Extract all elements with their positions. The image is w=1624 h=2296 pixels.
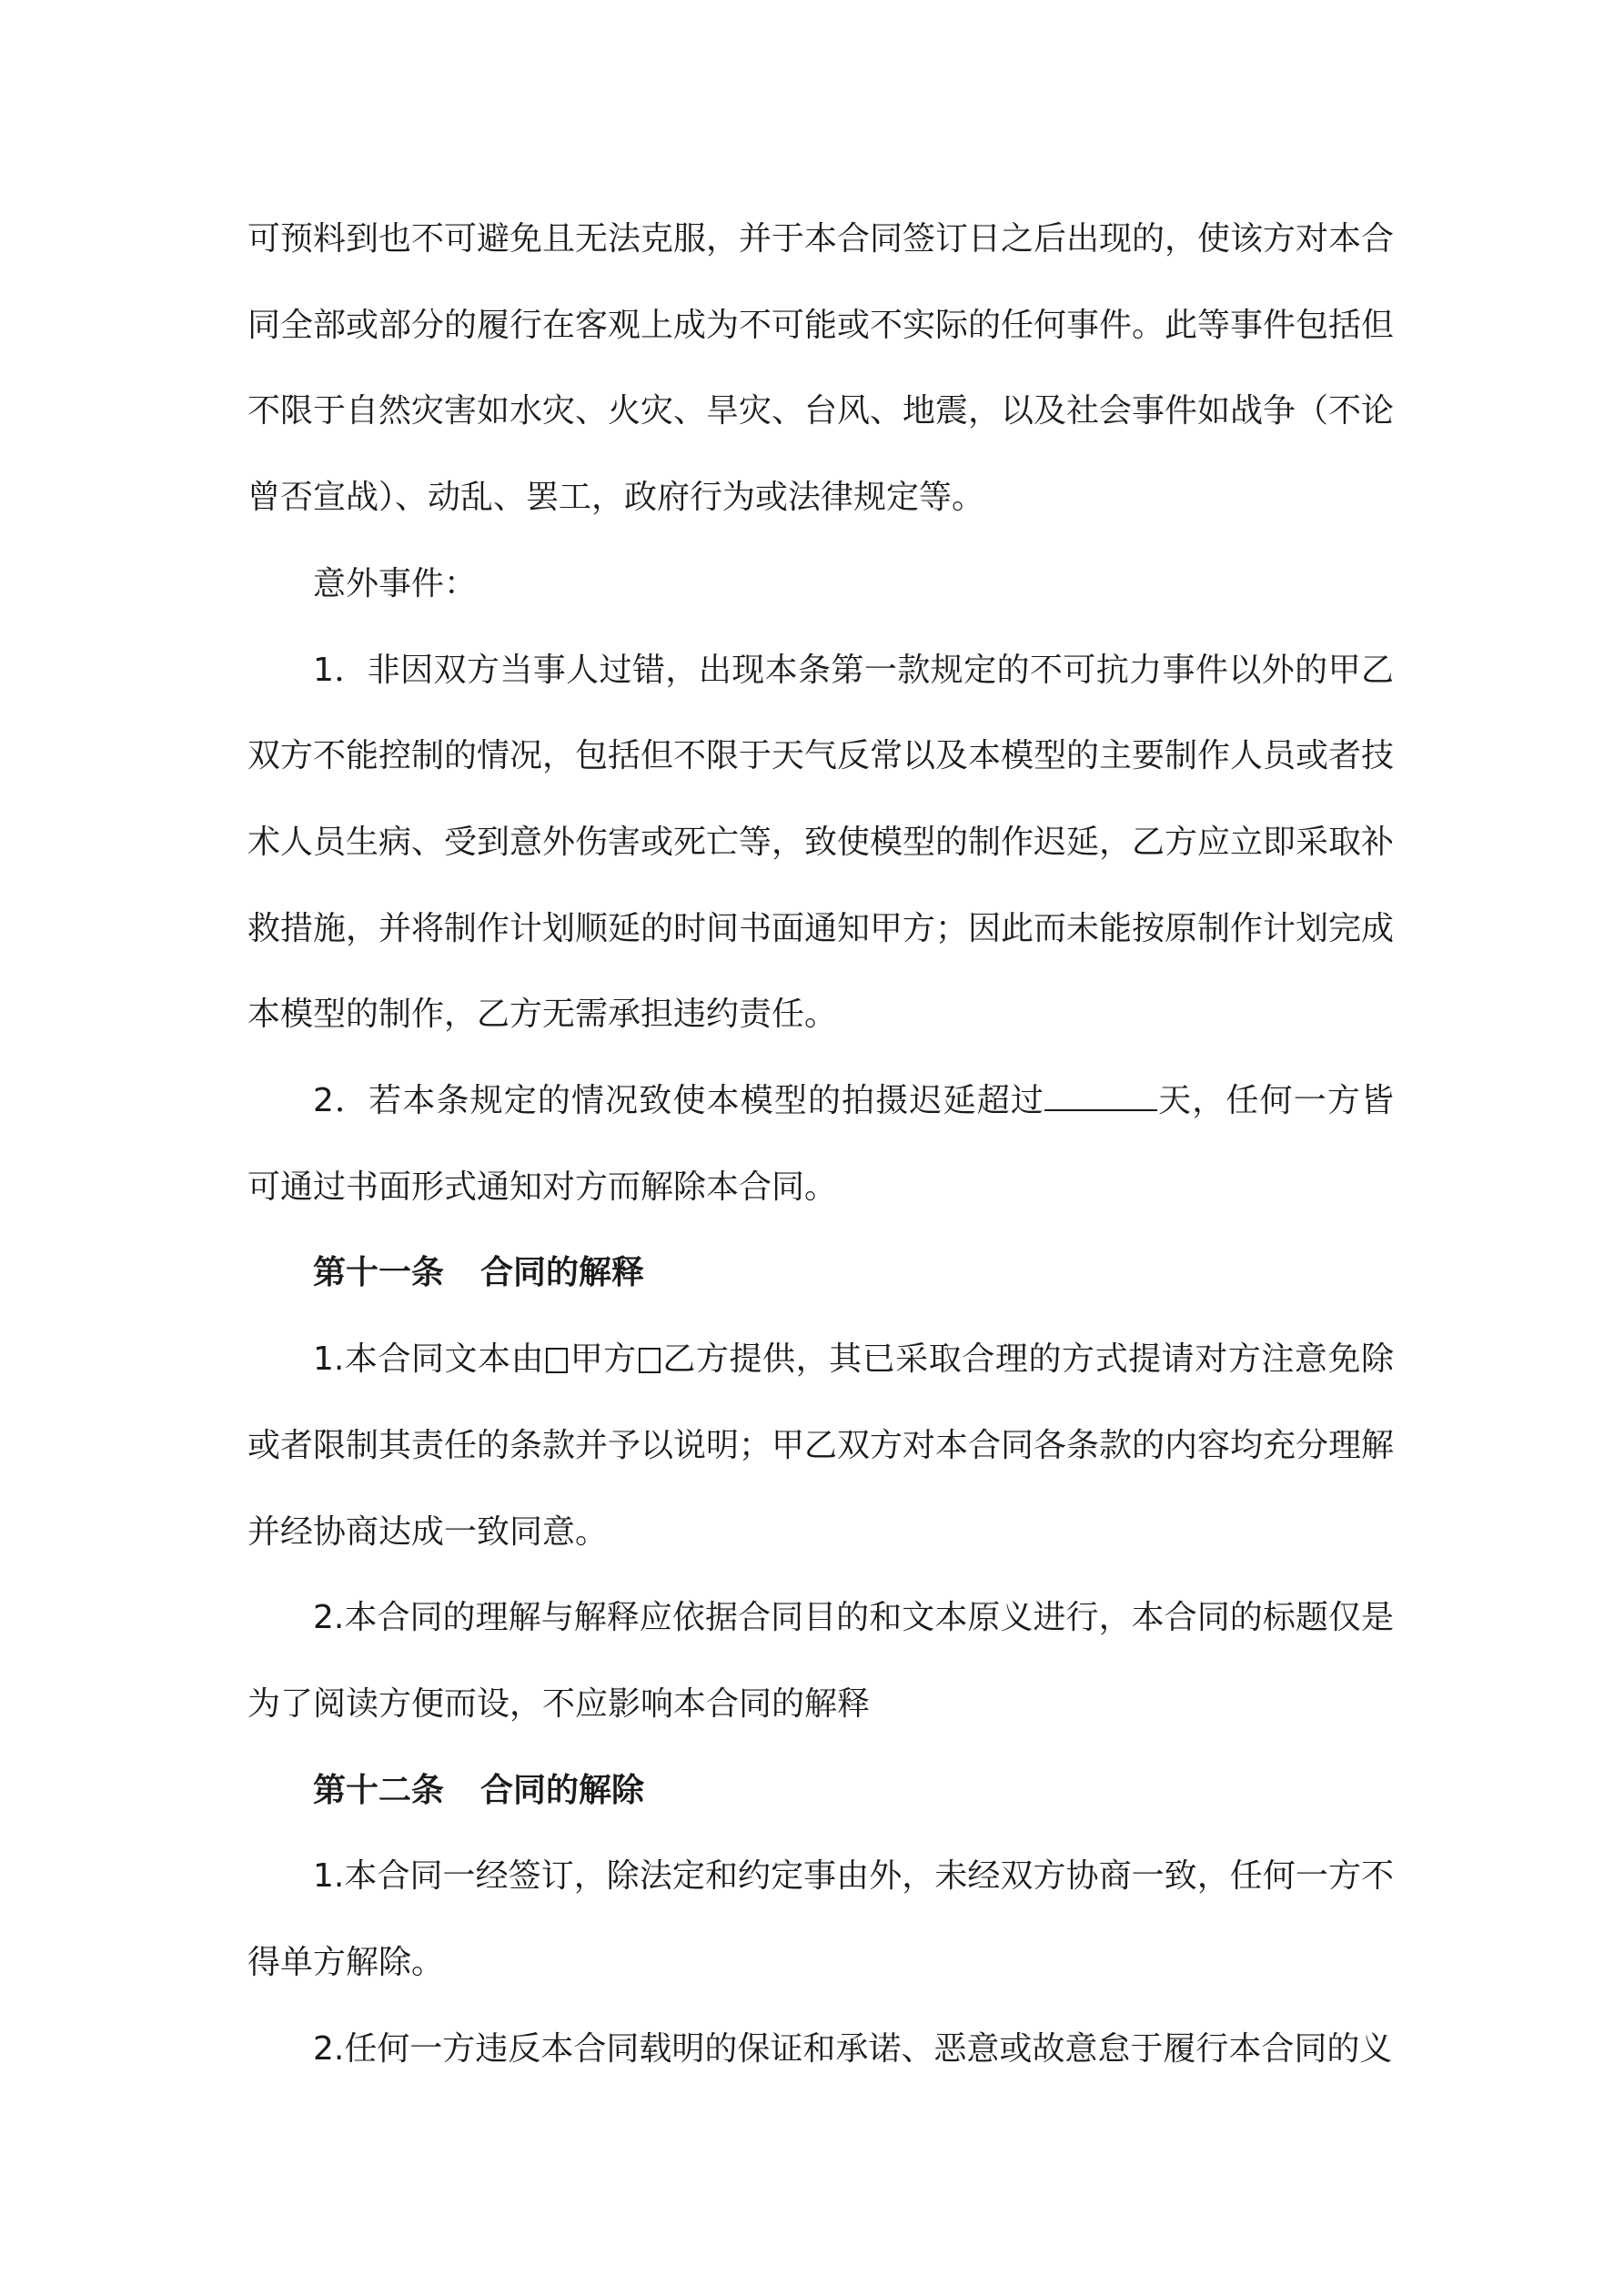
article-12-item-2: 2.任何一方违反本合同载明的保证和承诺、恶意或故意怠于履行本合同的义 (313, 2029, 1393, 2068)
accident-item-2-text-start: 2．若本条规定的情况致使本模型的拍摄迟延超过 (313, 1082, 1044, 1120)
force-majeure-continuation: 可预料到也不可避免且无法克服，并于本合同签订日之后出现的，使该方对本合同全部或部分的履行在客观上成为不可能或不实际的任何事件。此等事件包括但不限于自然灾害如水灾、火灾、旱灾、台风、地震，以及社会事件如战争（不论曾否宣战）、动乱、罢工，政府行为或法律规定等。 (247, 220, 1395, 517)
party-a-checkbox[interactable] (546, 1348, 568, 1373)
article-11-heading (247, 1230, 1394, 1317)
party-b-checkbox[interactable] (639, 1348, 661, 1373)
article-12-title: 合同的解除 (480, 1771, 645, 1809)
document-body (247, 197, 1394, 2092)
article-12-item-1: 1.本合同一经签订，除法定和约定事由外，未经双方协商一致，任何一方不得单方解除。 (247, 1857, 1394, 1982)
article-11-item-1 (247, 1317, 1394, 1575)
accident-heading: 意外事件： (313, 564, 478, 602)
article-11-title: 合同的解释 (480, 1254, 645, 1292)
article-11-item-2: 2.本合同的理解与解释应依据合同目的和文本原义进行，本合同的标题仅是为了阅读方便而设，不应影响本合同的解释 (247, 1599, 1394, 1723)
party-a-label: 甲方 (570, 1340, 637, 1379)
accident-item-2-text-end: 天，任何一方皆可通过书面形式通知对方而解除本合同。 (247, 1082, 1394, 1206)
accident-item-2 (247, 1058, 1394, 1230)
accident-item-1: 1．非因双方当事人过错，出现本条第一款规定的不可抗力事件以外的甲乙双方不能控制的情况，包括但不限于天气反常以及本模型的主要制作人员或者技术人员生病、受到意外伤害或死亡等，致使模型的制作迟延，乙方应立即采取补救措施，并将制作计划顺延的时间书面通知甲方；因此而未能按原制作计划完成本模型的制作，乙方无需承担违约责任。 (247, 651, 1395, 1034)
days-blank-field[interactable] (1044, 1082, 1157, 1111)
article-11-number: 第十一条 (313, 1254, 445, 1292)
article-11-item-1-lead: 1.本合同文本由 (313, 1340, 545, 1379)
article-12-number: 第十二条 (313, 1771, 445, 1809)
article-12-heading (247, 1748, 1394, 1835)
article-11-item-1-rest: 乙方提供，其已采取合理的方式提请对方注意免除或者限制其责任的条款并予以说明；甲乙双方对本合同各条款的内容均充分理解并经协商达成一致同意。 (247, 1340, 1395, 1551)
